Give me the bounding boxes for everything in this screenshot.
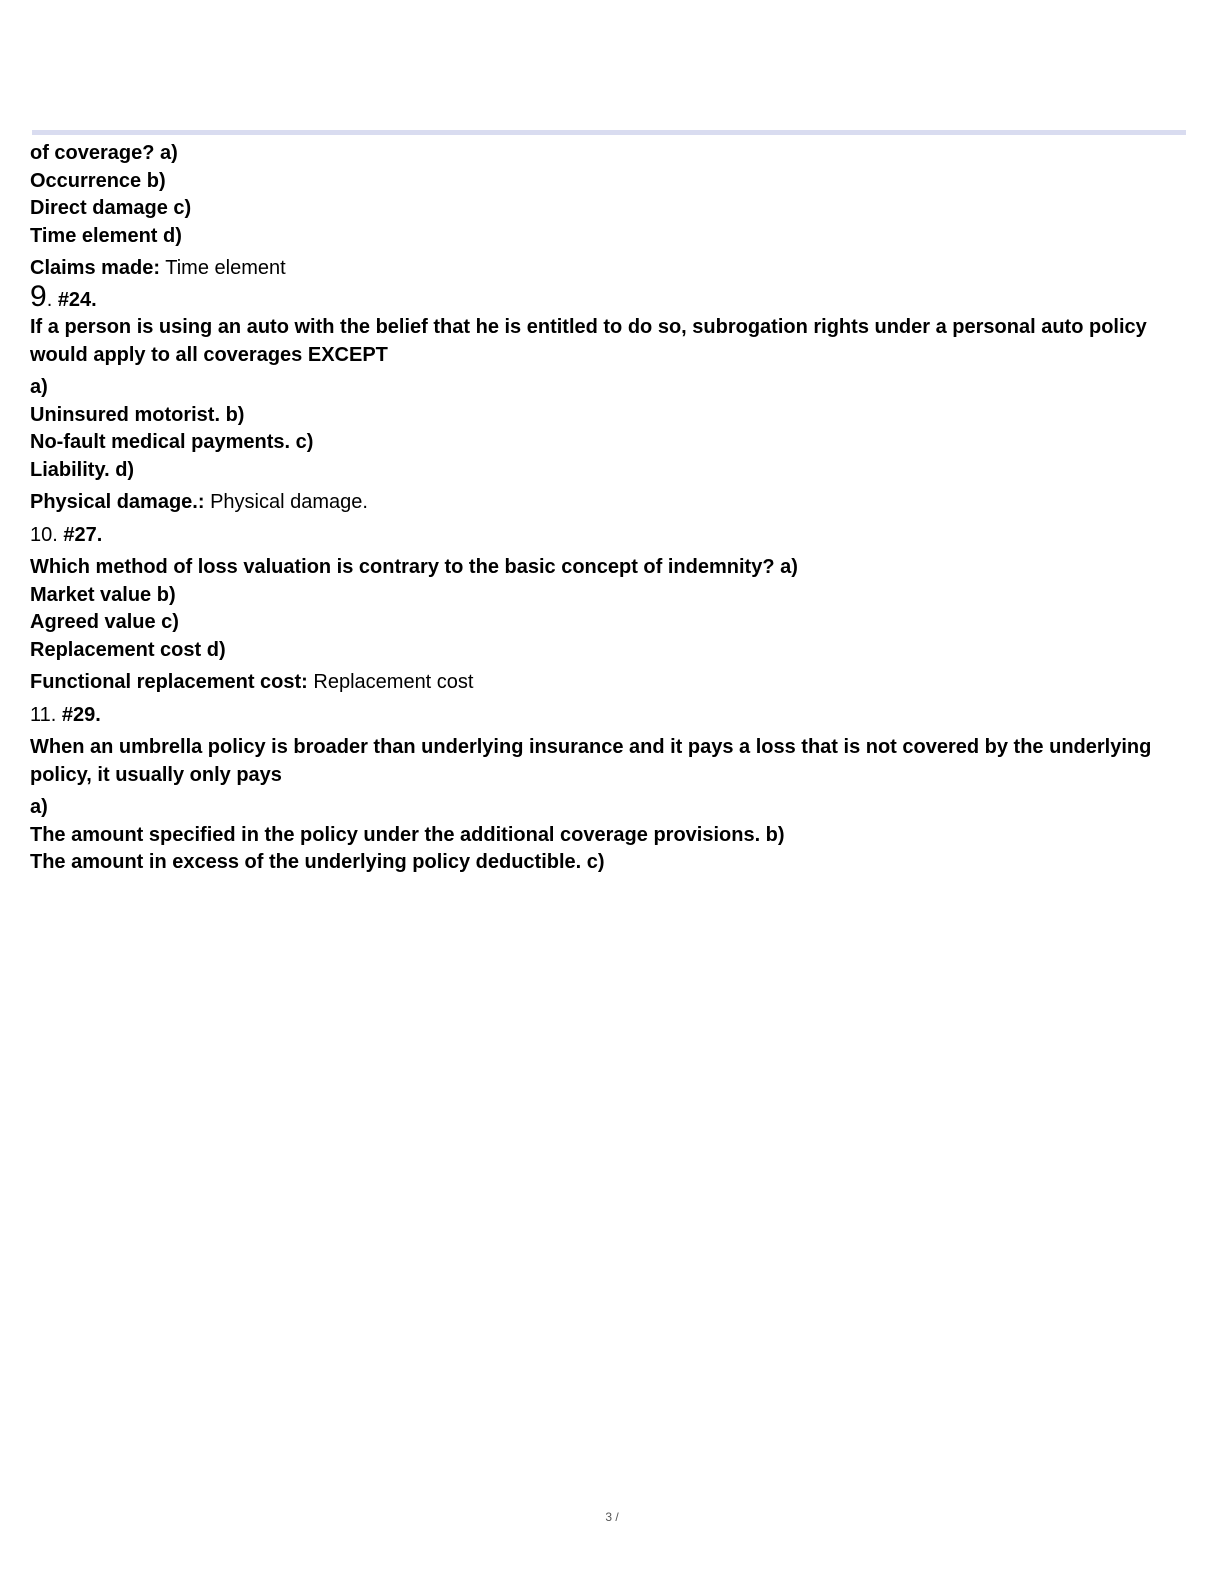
option-line: Market value b) [30, 583, 176, 606]
question-text: If a person is using an auto with the belief that he is entitled to do so, subrogation rights under a personal auto policy would apply to all coverages EXCEPT [30, 316, 1147, 366]
question-tag: #24. [57, 288, 97, 311]
option-line: Uninsured motorist. b) [30, 403, 245, 426]
option-line: Agreed value c) [30, 611, 179, 633]
question-number: 11. [30, 703, 57, 726]
question-number-line [30, 522, 1190, 550]
question-text: Which method of loss valuation is contrary to the basic concept of indemnity? a) [30, 556, 798, 578]
answer-value: Time element [160, 257, 286, 279]
question-number-line: 9. #24. [30, 279, 97, 313]
option-line: The amount specified in the policy under the additional coverage provisions. b) [30, 823, 785, 846]
option-line: of coverage? a) [30, 142, 178, 164]
question-number-line [30, 702, 1190, 730]
page-number: 3 / [605, 1510, 619, 1524]
document-body [30, 140, 1190, 877]
question-block-10 [30, 522, 1190, 697]
answer-label: Claims made: [30, 257, 161, 279]
answer-label: Physical damage.: [30, 491, 205, 513]
answer-value: Physical damage. [204, 491, 368, 513]
answer-label: Functional replacement cost: [30, 671, 308, 693]
answer-value: Replacement cost [307, 671, 474, 693]
question-tag: #29. [61, 703, 101, 726]
option-line: Replacement cost d) [30, 638, 226, 661]
answer-line [30, 489, 1190, 517]
question-block-9 [30, 279, 1190, 517]
header-divider [32, 130, 1186, 135]
question-block-8-continued [30, 140, 1190, 283]
question-number: 9 [30, 279, 47, 313]
answer-line [30, 255, 1190, 283]
question-text: When an umbrella policy is broader than underlying insurance and it pays a loss that is not covered by the underlying policy, it usually only pays [30, 736, 1152, 786]
option-line: Occurrence b) [30, 169, 166, 192]
answer-line [30, 669, 1190, 697]
option-line: Time element d) [30, 224, 182, 247]
question-number: 10. [30, 523, 58, 546]
option-line: Direct damage c) [30, 197, 192, 219]
option-line: a) [30, 796, 48, 818]
option-line: Liability. d) [30, 458, 135, 481]
option-line: The amount in excess of the underlying policy deductible. c) [30, 851, 605, 873]
question-tag: #27. [63, 523, 103, 546]
question-block-11 [30, 702, 1190, 877]
option-line: a) [30, 376, 48, 398]
option-line: No-fault medical payments. c) [30, 431, 314, 453]
